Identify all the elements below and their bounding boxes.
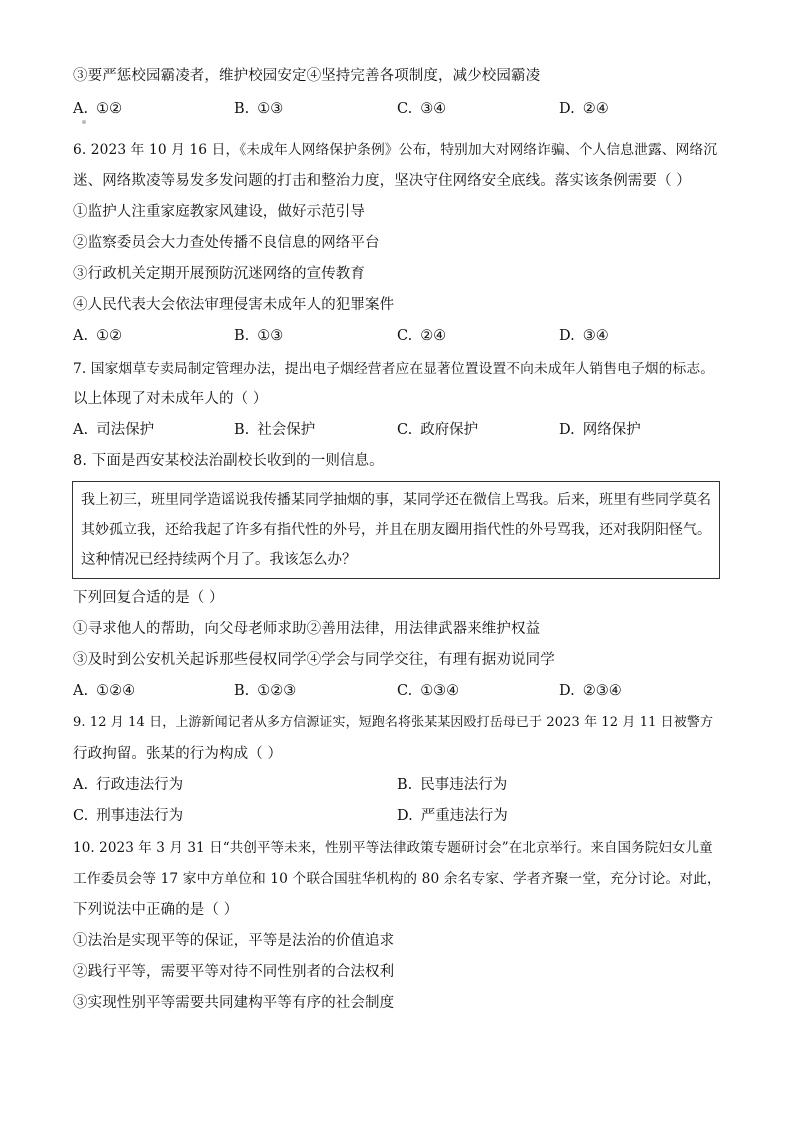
q10-stem-line-2: 工作委员会等 17 家中方单位和 10 个联合国驻华机构的 80 余名专家、学者齐聚一堂，充分讨论。对此， [73, 871, 721, 887]
q9-option-d: D. 严重违法行为 [397, 808, 508, 824]
q6-statement-4: ④人民代表大会依法审理侵害未成年人的犯罪案件 [73, 297, 395, 313]
q5-options [73, 99, 733, 119]
q7-option-c: C. 政府保护 [397, 422, 479, 438]
q8-statement-line-2: ③及时到公安机关起诉那些侵权同学④学会与同学交往，有理有据劝说同学 [73, 652, 555, 668]
q8-option-b: B. ①②③ [234, 683, 297, 699]
q7-option-d: D. 网络保护 [559, 422, 641, 438]
q8-message-box [72, 481, 720, 579]
q7-stem-line-2: 以上体现了对未成年人的（ ） [73, 391, 268, 407]
q9-stem-line-1: 9. 12 月 14 日，上游新闻记者从多方信源证实，短跑名将张某某因殴打岳母已于 2023 年 12 月 11 日被警方 [73, 715, 714, 730]
q9-option-b: B. 民事违法行为 [397, 777, 508, 793]
q8-options [73, 681, 733, 701]
q8-stem: 8. 下面是西安某校法治副校长收到的一则信息。 [73, 453, 384, 469]
q5-statement-line: ③要严惩校园霸凌者，维护校园安定④坚持完善各项制度，减少校园霸凌 [73, 68, 541, 84]
q5-option-c: C. ③④ [397, 101, 447, 117]
q6-stem-line-1: 6. 2023 年 10 月 16 日，《未成年人网络保护条例》公布，特别加大对网络诈骗、个人信息泄露、网络沉 [73, 142, 718, 158]
q10-statement-1: ①法治是实现平等的保证，平等是法治的价值追求 [73, 933, 395, 949]
scan-dot [82, 120, 86, 124]
q8-option-d: D. ②③④ [559, 683, 622, 699]
q9-options-row-1 [73, 775, 733, 795]
q9-option-c: C. 刑事违法行为 [73, 808, 184, 824]
q6-options [73, 326, 733, 346]
q6-option-d: D. ③④ [559, 328, 609, 344]
q8-message-line-1: 我上初三，班里同学造谣说我传播某同学抽烟的事，某同学还在微信上骂我。后来，班里有些同学莫名 [81, 492, 711, 508]
q6-option-c: C. ②④ [397, 328, 447, 344]
q5-option-b: B. ①③ [234, 101, 284, 117]
q8-option-c: C. ①③④ [397, 683, 460, 699]
q7-option-a: A. 司法保护 [73, 422, 155, 438]
q8-option-a: A. ①②④ [73, 683, 136, 699]
q6-statement-2: ②监察委员会大力查处传播不良信息的网络平台 [73, 235, 380, 251]
q6-stem-line-2: 迷、网络欺凌等易发多发问题的打击和整治力度，坚决守住网络安全底线。落实该条例需要（ ） [73, 173, 691, 189]
q10-stem-line-3: 下列说法中正确的是（ ） [73, 902, 239, 918]
q8-message-line-2: 其妙孤立我，还给我起了许多有指代性的外号，并且在朋友圈用指代性的外号骂我，还对我阴阳怪气。 [81, 522, 711, 538]
q9-options-row-2 [73, 806, 733, 826]
q5-option-a: A. ①② [73, 101, 123, 117]
q8-message-line-3: 这种情况已经持续两个月了。我该怎么办？ [81, 552, 357, 568]
q10-statement-3: ③实现性别平等需要共同建构平等有序的社会制度 [73, 995, 395, 1011]
q7-stem-line-1: 7. 国家烟草专卖局制定管理办法，提出电子烟经营者应在显著位置设置不向未成年人销售电子烟的标志。 [73, 361, 715, 377]
q6-option-a: A. ①② [73, 328, 123, 344]
q9-option-a: A. 行政违法行为 [73, 777, 184, 793]
q6-statement-3: ③行政机关定期开展预防沉迷网络的宣传教育 [73, 266, 365, 282]
q6-statement-1: ①监护人注重家庭教家风建设，做好示范引导 [73, 204, 365, 220]
q7-option-b: B. 社会保护 [234, 422, 316, 438]
q8-question: 下列回复合适的是（ ） [73, 590, 224, 606]
q5-option-d: D. ②④ [559, 101, 609, 117]
q6-option-b: B. ①③ [234, 328, 284, 344]
q9-stem-line-2: 行政拘留。张某的行为构成（ ） [73, 746, 283, 762]
q10-stem-line-1: 10. 2023 年 3 月 31 日“共创平等未来，性别平等法律政策专题研讨会”在北京举行。来自国务院妇女儿童 [73, 840, 713, 856]
q10-statement-2: ②践行平等，需要平等对待不同性别者的合法权利 [73, 964, 395, 980]
q7-options [73, 420, 733, 440]
q8-statement-line-1: ①寻求他人的帮助，向父母老师求助②善用法律，用法律武器来维护权益 [73, 621, 541, 637]
